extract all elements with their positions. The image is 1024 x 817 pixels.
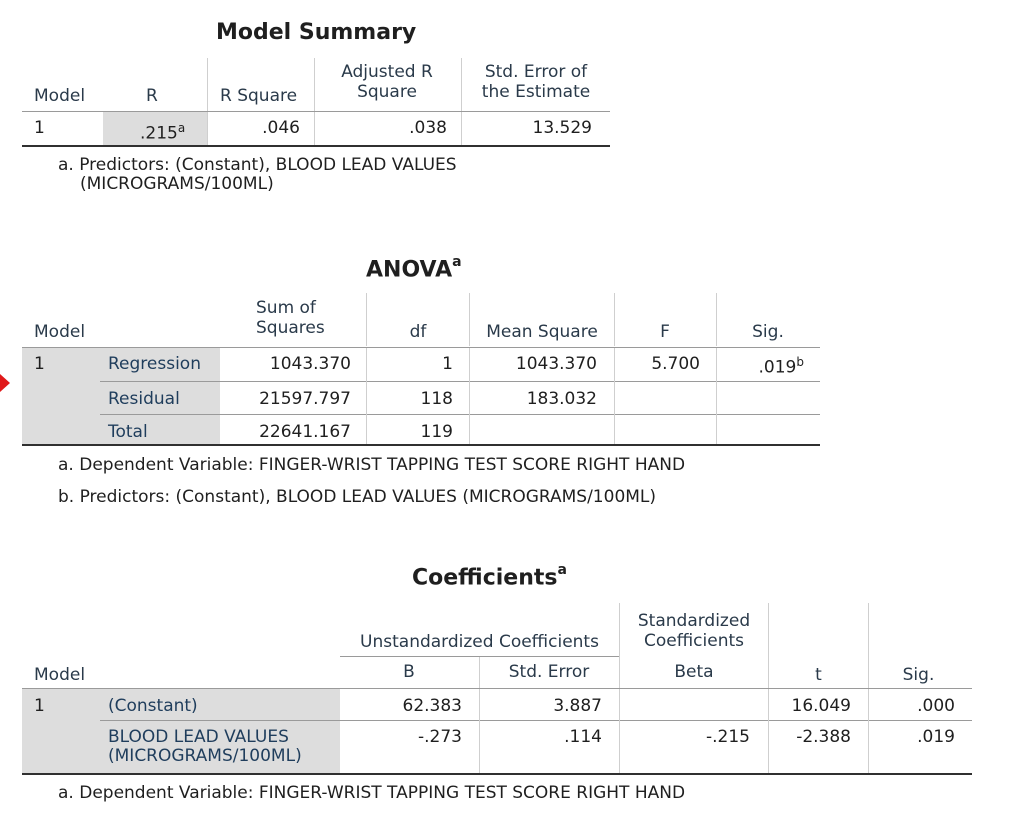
ms-std-error-value: 13.529 (532, 118, 592, 138)
coef-row-label: BLOOD LEAD VALUES (MICROGRAMS/100ML) (108, 727, 302, 766)
anova-row-label: Residual (108, 389, 180, 409)
ms-model-number: 1 (34, 118, 45, 138)
coef-header-sig: Sig. (902, 665, 935, 685)
divider (366, 293, 367, 346)
anova-ms-value: 183.032 (526, 389, 597, 409)
divider (22, 444, 820, 446)
coef-se-value: 3.887 (553, 696, 602, 716)
coef-t-value: 16.049 (791, 696, 851, 716)
anova-df-value: 1 (442, 354, 453, 374)
anova-df-value: 119 (420, 422, 453, 442)
divider (461, 112, 462, 145)
ms-header-model: Model (34, 86, 86, 106)
anova-ss-value: 22641.167 (259, 422, 351, 442)
coef-header-t: t (815, 665, 822, 685)
divider (716, 293, 717, 346)
coef-t-value: -2.388 (796, 727, 851, 747)
ms-header-r: R (146, 86, 158, 106)
divider (314, 112, 315, 145)
ms-r-value: .215$^a$ (140, 121, 186, 144)
coefficients-title: Coefficients$^a$ (412, 562, 567, 591)
anova-f-value: 5.700 (651, 354, 700, 374)
anova-footnote-a: a. Dependent Variable: FINGER-WRIST TAPPING TEST SCORE RIGHT HAND (58, 455, 686, 475)
ms-adj-r-square-value: .038 (409, 118, 447, 138)
divider (868, 603, 869, 688)
anova-df-value: 118 (420, 389, 453, 409)
anova-title: ANOVA$^a$ (366, 254, 462, 283)
anova-footnote-b: b. Predictors: (Constant), BLOOD LEAD VALUES (MICROGRAMS/100ML) (58, 487, 657, 507)
anova-ss-value: 21597.797 (259, 389, 351, 409)
divider (479, 689, 480, 773)
anova-header-df: df (409, 322, 427, 342)
anova-header-model: Model (34, 322, 86, 342)
anova-header-sig: Sig. (752, 322, 784, 342)
divider (100, 381, 820, 382)
divider (366, 348, 367, 444)
coef-sig-value: .019 (917, 727, 955, 747)
divider (207, 112, 208, 145)
coef-b-value: 62.383 (402, 696, 462, 716)
divider (100, 414, 820, 415)
coef-header-beta: Beta (674, 662, 714, 682)
anova-ms-value: 1043.370 (515, 354, 597, 374)
coef-b-value: -.273 (418, 727, 462, 747)
anova-sig-value: .019$^b$ (758, 355, 804, 378)
coef-sig-value: .000 (917, 696, 955, 716)
divider (768, 689, 769, 773)
divider (868, 689, 869, 773)
divider (469, 293, 470, 346)
anova-header-f: F (660, 322, 670, 342)
model-summary-title: Model Summary (216, 20, 417, 45)
anova-header-ss: Sum of Squares (256, 298, 325, 338)
anova-ss-value: 1043.370 (269, 354, 351, 374)
coef-header-std-error: Std. Error (508, 662, 590, 682)
divider (469, 348, 470, 444)
divider (340, 656, 619, 657)
anova-row-label: Total (108, 422, 148, 442)
coef-footnote-a: a. Dependent Variable: FINGER-WRIST TAPPING TEST SCORE RIGHT HAND (58, 783, 686, 803)
coef-se-value: .114 (564, 727, 602, 747)
divider (614, 348, 615, 444)
ms-header-adj-r-square: Adjusted R Square (341, 62, 433, 102)
divider (22, 773, 972, 775)
coef-header-model: Model (34, 665, 86, 685)
row-marker-icon (0, 374, 10, 392)
divider (768, 603, 769, 688)
coef-model-number: 1 (34, 696, 45, 716)
coef-header-unstandardized: Unstandardized Coefficients (360, 632, 599, 652)
coef-row-label: (Constant) (108, 696, 198, 716)
anova-header-ms: Mean Square (486, 322, 598, 342)
ms-footnote-a: a. Predictors: (Constant), BLOOD LEAD VALUES (58, 155, 457, 175)
ms-footnote-a-cont: (MICROGRAMS/100ML) (80, 174, 274, 194)
divider (461, 58, 462, 111)
ms-header-std-error: Std. Error of the Estimate (481, 62, 591, 102)
coef-header-b: B (403, 662, 415, 682)
coef-beta-value: -.215 (706, 727, 750, 747)
divider (619, 603, 620, 688)
ms-r-square-value: .046 (262, 118, 300, 138)
divider (479, 657, 480, 688)
divider (716, 348, 717, 444)
divider (207, 58, 208, 111)
coef-header-standardized: Standardized Coefficients (637, 611, 751, 651)
divider (614, 293, 615, 346)
anova-row-label: Regression (108, 354, 201, 374)
divider (100, 720, 972, 721)
ms-header-r-square: R Square (220, 86, 298, 106)
anova-model-number: 1 (34, 354, 45, 374)
divider (314, 58, 315, 111)
divider (22, 145, 610, 147)
divider (619, 689, 620, 773)
